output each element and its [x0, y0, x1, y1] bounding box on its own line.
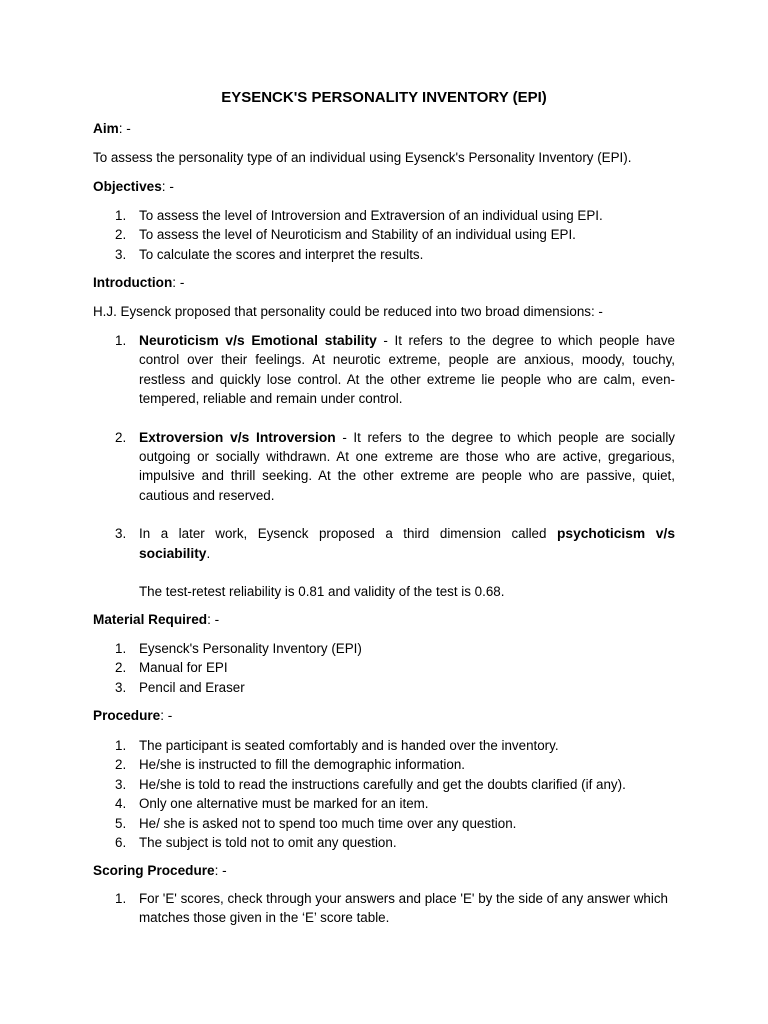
list-item: 3. To calculate the scores and interpret the results.: [115, 246, 424, 262]
scoring-heading: Scoring Procedure: -: [93, 863, 227, 878]
aim-heading: Aim: -: [93, 121, 131, 136]
objectives-list: [93, 206, 675, 264]
material-heading: Material Required: -: [93, 612, 220, 627]
page-title: EYSENCK'S PERSONALITY INVENTORY (EPI): [221, 89, 547, 106]
list-item: 1. The participant is seated comfortably and is handed over the inventory.: [115, 738, 559, 753]
list-item: 2. He/she is instructed to fill the demographic information.: [115, 757, 465, 773]
introduction-lead: H.J. Eysenck proposed that personality could be reduced into two broad dimensions: -: [93, 304, 603, 319]
list-item: 2. To assess the level of Neuroticism and Stability of an individual using EPI.: [115, 227, 576, 243]
list-item: 3. Pencil and Eraser: [115, 679, 245, 695]
list-item: 1. Eysenck's Personality Inventory (EPI): [115, 641, 362, 656]
material-list: [93, 639, 675, 697]
reliability-note: The test-retest reliability is 0.81 and validity of the test is 0.68.: [139, 584, 505, 600]
list-item: 1. For 'E' scores, check through your answers and place 'E' by the side of any answer which matches those given in the ‘E’ score table.: [115, 891, 669, 926]
list-item: 4. Only one alternative must be marked for an item.: [115, 796, 429, 812]
dimension-neuroticism: 1. Neuroticism v/s Emotional stability - It refers to the degree to which people have control over their feelings. At neurotic extreme, people are anxious, moody, touchy, restless and quickly lose control. At the other extreme lie people who are calm, even-tempered, reliable and remain under control.: [115, 333, 675, 407]
procedure-heading: Procedure: -: [93, 708, 173, 723]
objectives-heading: Objectives: -: [93, 179, 174, 194]
dimension-extroversion: 2. Extroversion v/s Introversion - It refers to the degree to which people are socially outgoing or socially withdrawn. At one extreme are those who are active, gregarious, impulsive and thrill seeking. At the other extreme are people who are passive, quiet, cautious and reserved.: [115, 429, 675, 503]
list-item: 3. He/she is told to read the instructions carefully and get the doubts clarified (if any).: [115, 776, 626, 792]
introduction-heading: Introduction: -: [93, 275, 185, 290]
procedure-list: [93, 736, 675, 852]
list-item: 1. To assess the level of Introversion and Extraversion of an individual using EPI.: [115, 208, 603, 223]
list-item: 6. The subject is told not to omit any question.: [115, 835, 397, 851]
dimensions-list: [93, 331, 675, 601]
dimension-psychoticism: 3. In a later work, Eysenck proposed a third dimension called psychoticism v/s sociability.: [115, 526, 675, 561]
aim-text: To assess the personality type of an individual using Eysenck's Personality Inventory (EPI).: [93, 150, 632, 165]
list-item: 2. Manual for EPI: [115, 660, 228, 676]
scoring-list: [93, 889, 675, 928]
list-item: 5. He/ she is asked not to spend too much time over any question.: [115, 815, 517, 831]
